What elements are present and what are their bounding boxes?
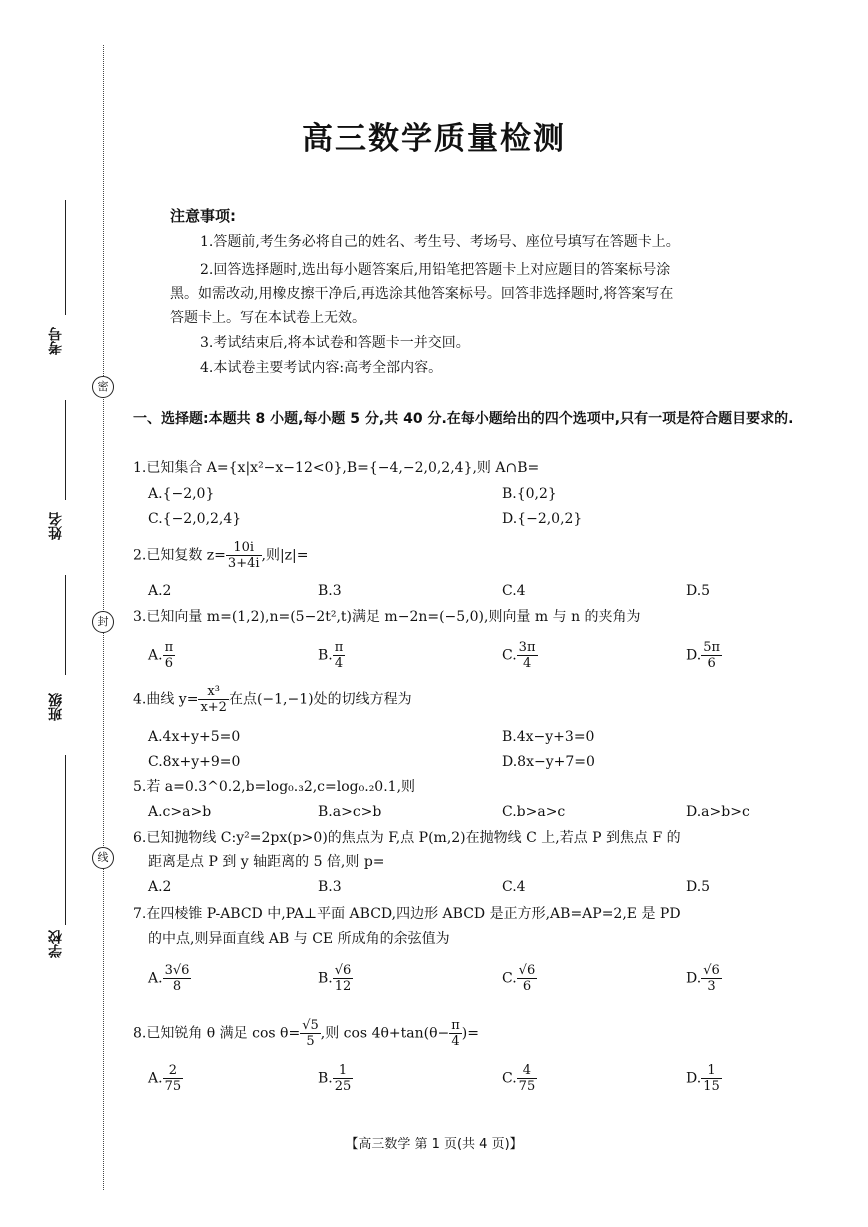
q3-d-den: 6 bbox=[707, 656, 716, 671]
q1-option-b: B.{0,2} bbox=[502, 486, 557, 502]
q8-stem-pre: 8.已知锐角 θ 满足 cos θ= bbox=[133, 1025, 301, 1042]
q4-option-a: A.4x+y+5=0 bbox=[148, 729, 241, 745]
q7-d-label: D. bbox=[686, 970, 702, 987]
page-footer: 【高三数学 第 1 页(共 4 页)】 bbox=[345, 1137, 523, 1152]
q3-option-b bbox=[318, 640, 345, 671]
q3-a-den: 6 bbox=[164, 656, 173, 671]
notice-item: 1.答题前,考生务必将自己的姓名、考生号、考场号、座位号填写在答题卡上。 bbox=[200, 234, 680, 250]
q5-option-b: B.a>c>b bbox=[318, 804, 382, 820]
q7-b-num: √6 bbox=[334, 963, 352, 978]
q7-d-den: 3 bbox=[707, 979, 716, 994]
q2-frac-num: 10i bbox=[226, 540, 262, 556]
question-8-stem bbox=[133, 1018, 479, 1049]
q7-c-label: C. bbox=[502, 970, 517, 987]
q3-b-label: B. bbox=[318, 647, 333, 664]
question-3-stem: 3.已知向量 m=(1,2),n=(5−2t²,t)满足 m−2n=(−5,0),则向量 m 与 n 的夹角为 bbox=[133, 609, 641, 625]
q6-option-d: D.5 bbox=[686, 879, 711, 895]
q8-frac2-den: 4 bbox=[451, 1034, 460, 1049]
q8-b-num: 1 bbox=[333, 1063, 354, 1079]
question-2-stem bbox=[133, 540, 309, 571]
q7-b-den: 12 bbox=[334, 979, 352, 994]
q8-a-label: A. bbox=[148, 1070, 163, 1087]
q4-stem-pre: 4.曲线 y= bbox=[133, 691, 199, 708]
q8-frac1-num: √5 bbox=[302, 1018, 319, 1033]
q2-option-a: A.2 bbox=[148, 583, 172, 599]
q4-stem-post: 在点(−1,−1)处的切线方程为 bbox=[228, 691, 412, 708]
q7-option-a bbox=[148, 963, 191, 994]
notice-item: 4.本试卷主要考试内容:高考全部内容。 bbox=[200, 360, 443, 376]
q7-a-den: 8 bbox=[172, 979, 182, 994]
q3-b-den: 4 bbox=[334, 656, 344, 671]
q7-d-num: √6 bbox=[703, 963, 720, 978]
q3-option-a bbox=[148, 640, 175, 671]
q1-option-a: A.{−2,0} bbox=[148, 486, 215, 502]
banji-line bbox=[65, 575, 66, 675]
q3-d-num: 5π bbox=[703, 640, 721, 655]
q8-option-c bbox=[502, 1063, 537, 1094]
q1-option-c: C.{−2,0,2,4} bbox=[148, 511, 242, 527]
q2-frac-den: 3+4i bbox=[227, 556, 260, 571]
label-banji: 班级 bbox=[48, 693, 64, 721]
seal-mark-mi: 密 bbox=[92, 376, 114, 398]
q5-option-d: D.a>b>c bbox=[686, 804, 750, 820]
section-header: 一、选择题:本题共 8 小题,每小题 5 分,共 40 分.在每小题给出的四个选项中,只有一项是符合题目要求的. bbox=[133, 411, 794, 427]
question-5-stem: 5.若 a=0.3^0.2,b=log₀.₃2,c=log₀.₂0.1,则 bbox=[133, 779, 416, 795]
q8-a-den: 75 bbox=[164, 1079, 182, 1094]
label-kaohao: 考号 bbox=[48, 327, 64, 355]
q5-option-a: A.c>a>b bbox=[148, 804, 212, 820]
question-1-stem: 1.已知集合 A={x|x²−x−12<0},B={−4,−2,0,2,4},则 A∩B= bbox=[133, 460, 540, 476]
q5-option-c: C.b>a>c bbox=[502, 804, 566, 820]
q8-c-den: 75 bbox=[518, 1079, 536, 1094]
q8-frac2-num: π bbox=[451, 1018, 460, 1033]
q4-option-d: D.8x−y+7=0 bbox=[502, 754, 595, 770]
q8-d-den: 15 bbox=[703, 1079, 720, 1094]
q8-d-num: 1 bbox=[701, 1063, 722, 1079]
question-7-stem-cont: 的中点,则异面直线 AB 与 CE 所成角的余弦值为 bbox=[148, 931, 450, 947]
q8-stem-post: )= bbox=[461, 1025, 479, 1042]
q3-a-num: π bbox=[164, 640, 174, 655]
seal-mark-xian: 线 bbox=[92, 847, 114, 869]
q7-c-num: √6 bbox=[518, 963, 536, 978]
q8-option-b bbox=[318, 1063, 353, 1094]
q8-fraction-2 bbox=[449, 1018, 462, 1049]
q3-c-den: 4 bbox=[522, 656, 532, 671]
q3-a-label: A. bbox=[148, 647, 163, 664]
label-xuexiao: 学校 bbox=[48, 930, 64, 958]
q8-c-label: C. bbox=[502, 1070, 517, 1087]
q2-option-c: C.4 bbox=[502, 583, 526, 599]
notice-item: 2.回答选择题时,选出每小题答案后,用铅笔把答题卡上对应题目的答案标号涂 bbox=[200, 262, 671, 278]
q3-d-label: D. bbox=[686, 647, 702, 664]
q7-option-d bbox=[686, 963, 722, 994]
q3-c-num: 3π bbox=[518, 640, 536, 655]
q8-a-num: 2 bbox=[163, 1063, 184, 1079]
q6-option-b: B.3 bbox=[318, 879, 342, 895]
q8-d-label: D. bbox=[686, 1070, 702, 1087]
q6-option-c: C.4 bbox=[502, 879, 526, 895]
xuexiao-line bbox=[65, 755, 66, 925]
notice-item: 3.考试结束后,将本试卷和答题卡一并交回。 bbox=[200, 335, 470, 351]
q3-b-num: π bbox=[334, 640, 344, 655]
q4-option-c: C.8x+y+9=0 bbox=[148, 754, 241, 770]
q4-fraction bbox=[198, 684, 229, 715]
q8-stem-mid: ,则 cos 4θ+tan(θ− bbox=[320, 1025, 450, 1042]
q3-option-d bbox=[686, 640, 722, 671]
notice-item: 答题卡上。写在本试卷上无效。 bbox=[170, 310, 366, 326]
q7-c-den: 6 bbox=[522, 979, 532, 994]
q8-b-label: B. bbox=[318, 1070, 333, 1087]
question-4-stem bbox=[133, 684, 412, 715]
q4-frac-num: x³ bbox=[198, 684, 229, 700]
q2-option-d: D.5 bbox=[686, 583, 711, 599]
q1-option-d: D.{−2,0,2} bbox=[502, 511, 583, 527]
q8-frac1-den: 5 bbox=[306, 1034, 315, 1049]
notice-heading: 注意事项: bbox=[170, 207, 236, 225]
q7-a-num: 3√6 bbox=[164, 963, 190, 978]
question-6-stem-cont: 距离是点 P 到 y 轴距离的 5 倍,则 p= bbox=[148, 854, 385, 870]
kaohao-line bbox=[65, 200, 66, 315]
q3-c-label: C. bbox=[502, 647, 517, 664]
label-xingming: 姓名 bbox=[48, 512, 64, 540]
q2-fraction bbox=[226, 540, 262, 571]
q2-stem-pre: 2.已知复数 z= bbox=[133, 547, 226, 564]
q6-option-a: A.2 bbox=[148, 879, 172, 895]
q7-option-b bbox=[318, 963, 353, 994]
notice-item: 黑。如需改动,用橡皮擦干净后,再选涂其他答案标号。回答非选择题时,将答案写在 bbox=[170, 286, 674, 302]
q4-frac-den: x+2 bbox=[200, 700, 227, 715]
q8-option-d bbox=[686, 1063, 722, 1094]
q8-b-den: 25 bbox=[334, 1079, 352, 1094]
question-6-stem: 6.已知抛物线 C:y²=2px(p>0)的焦点为 F,点 P(m,2)在抛物线 C 上,若点 P 到焦点 F 的 bbox=[133, 830, 681, 846]
q4-option-b: B.4x−y+3=0 bbox=[502, 729, 595, 745]
q7-option-c bbox=[502, 963, 537, 994]
q2-stem-post: ,则|z|= bbox=[261, 547, 309, 564]
q7-b-label: B. bbox=[318, 970, 333, 987]
question-7-stem: 7.在四棱锥 P-ABCD 中,PA⊥平面 ABCD,四边形 ABCD 是正方形,AB=AP=2,E 是 PD bbox=[133, 906, 681, 922]
q8-option-a bbox=[148, 1063, 183, 1094]
page-title: 高三数学质量检测 bbox=[302, 121, 566, 157]
q3-option-c bbox=[502, 640, 538, 671]
q8-c-num: 4 bbox=[517, 1063, 538, 1079]
q2-option-b: B.3 bbox=[318, 583, 342, 599]
q8-fraction-1 bbox=[300, 1018, 321, 1049]
seal-mark-feng: 封 bbox=[92, 611, 114, 633]
xingming-line bbox=[65, 400, 66, 500]
q7-a-label: A. bbox=[148, 970, 163, 987]
